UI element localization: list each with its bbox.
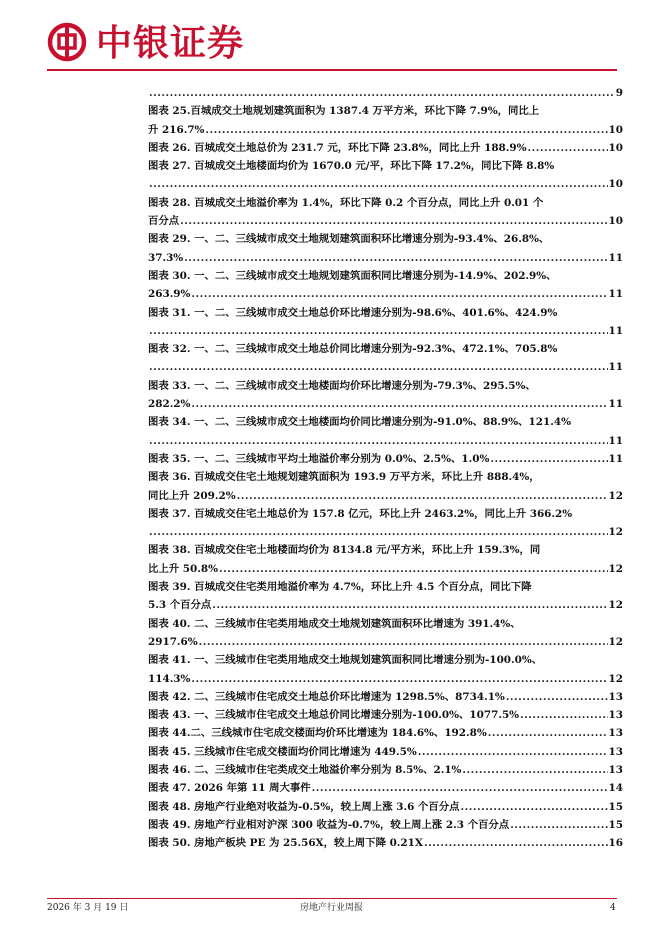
toc-entry-text: 图表 46. 二、三线城市住宅类成交土地溢价率分别为 8.5%、2.1%	[148, 763, 462, 776]
toc-entry-text: 图表 40. 二、三线城市住宅类用地成交土地规划建筑面积环比增速为 391.4%、	[148, 617, 521, 630]
toc-entry[interactable]	[148, 340, 623, 377]
toc-entry[interactable]	[148, 651, 623, 688]
dot-leader	[149, 432, 608, 450]
dot-leader	[528, 139, 608, 157]
toc-page-number: 10	[608, 141, 623, 154]
toc-entry[interactable]	[148, 267, 623, 304]
toc-entry-text: 图表 26. 百城成交土地总价为 231.7 元，环比下降 23.8%，同比上升 188.9%	[148, 141, 527, 154]
dot-leader	[149, 358, 608, 376]
toc-page-number: 12	[608, 526, 623, 539]
toc-page-number: 14	[608, 782, 623, 795]
toc-entry-text: 图表 42. 二、三线城市住宅成交土地总价环比增速为 1298.5%、8734.1%	[148, 690, 505, 703]
toc-entry-text: 图表 29. 一、二、三线城市成交土地规划建筑面积环比增速分别为-93.4%、26.8%、	[148, 233, 550, 246]
page-header	[0, 0, 662, 76]
toc-entry-text: 比上升 50.8%	[148, 562, 218, 575]
dot-leader	[418, 743, 608, 761]
dot-leader	[149, 175, 608, 193]
toc-entry[interactable]	[148, 779, 623, 797]
toc-entry-text: 114.3%	[148, 672, 191, 685]
dot-leader	[424, 834, 608, 852]
toc-page-number: 12	[608, 599, 623, 612]
toc-entry[interactable]	[148, 304, 623, 341]
toc-page-number: 12	[608, 562, 623, 575]
toc-entry[interactable]	[148, 157, 623, 194]
toc-entry[interactable]	[148, 688, 623, 706]
dot-leader	[191, 670, 607, 688]
toc-entry-text: 5.3 个百分点	[148, 599, 212, 612]
toc-entry[interactable]	[148, 743, 623, 761]
toc-entry-text: 升 216.7%	[148, 123, 205, 136]
toc-entry-text: 图表 41. 一、三线城市住宅类用地成交土地规划建筑面积同比增速分别为-100.0%、	[148, 654, 543, 667]
toc-entry[interactable]	[148, 816, 623, 834]
footer-page-number: 4	[610, 903, 616, 913]
toc-page-number: 13	[608, 709, 623, 722]
toc-page-number: 15	[608, 800, 623, 813]
dot-leader	[191, 395, 607, 413]
toc-entry[interactable]	[148, 541, 623, 578]
toc-entry-text: 图表 37. 百城成交住宅土地总价为 157.8 亿元，环比上升 2463.2%，同比上升 366.2%	[148, 507, 573, 520]
toc-entry-text: 同比上升 209.2%	[148, 489, 236, 502]
toc-entry[interactable]	[148, 834, 623, 852]
toc-entry-text: 图表 32. 一、二、三线城市成交土地总价同比增速分别为-92.3%、472.1%、705.8%	[148, 343, 558, 356]
toc-entry-text: 图表 48. 房地产行业绝对收益为-0.5%，较上周上涨 3.6 个百分点	[148, 800, 460, 813]
dot-leader	[212, 596, 607, 614]
toc-entry-text: 图表 33. 一、二、三线城市成交土地楼面均价环比增速分别为-79.3%、295.5%、	[148, 379, 536, 392]
toc-entry-text: 图表 50. 房地产板块 PE 为 25.56X，较上周下降 0.21X	[148, 837, 423, 850]
dot-leader	[149, 84, 615, 102]
toc-entry-text: 图表 30. 一、二、三线城市成交土地规划建筑面积同比增速分别为-14.9%、202.9%、	[148, 269, 557, 282]
toc-page-number: 16	[608, 837, 623, 850]
toc-page-number: 11	[608, 288, 623, 301]
toc-entry-text: 37.3%	[148, 251, 184, 264]
toc-page-number: 13	[608, 763, 623, 776]
toc-page-number: 11	[608, 434, 623, 447]
dot-leader	[191, 285, 607, 303]
dot-leader	[506, 688, 608, 706]
toc-page-number: 12	[608, 489, 623, 502]
toc-entry[interactable]	[148, 450, 623, 468]
dot-leader	[199, 633, 608, 651]
toc-page-number: 11	[608, 251, 623, 264]
toc-page-number: 10	[608, 178, 623, 191]
dot-leader	[149, 523, 608, 541]
toc-entry[interactable]	[148, 413, 623, 450]
dot-leader	[312, 779, 608, 797]
toc-entry-text: 图表 35. 一、二、三线城市平均土地溢价率分别为 0.0%、2.5%、1.0%	[148, 452, 490, 465]
toc-entry-text: 图表 31. 一、二、三线城市成交土地总价环比增速分别为-98.6%、401.6%、424.9%	[148, 306, 558, 319]
toc-page-number: 12	[608, 672, 623, 685]
toc-entry-text: 图表 45. 三线城市住宅成交楼面均价同比增速为 449.5%	[148, 745, 417, 758]
toc-entry-text: 图表 27. 百城成交土地楼面均价为 1670.0 元/平，环比下降 17.2%，同比下降 8.8%	[148, 160, 555, 173]
dot-leader	[184, 249, 607, 267]
toc-page-number: 11	[608, 452, 623, 465]
toc-entry[interactable]	[148, 578, 623, 615]
toc-entry-text: 2917.6%	[148, 635, 198, 648]
toc-entry[interactable]	[148, 102, 623, 139]
bank-of-china-logo-icon	[47, 22, 87, 62]
toc-entry-text: 图表 34. 一、二、三线城市成交土地楼面均价同比增速分别为-91.0%、88.9%、121.4%	[148, 416, 571, 429]
footer-date: 2026 年 3 月 19 日	[47, 903, 129, 913]
toc-entry[interactable]	[148, 84, 623, 102]
toc-entry[interactable]	[148, 377, 623, 414]
toc-entry[interactable]	[148, 139, 623, 157]
toc-entry-text: 百分点	[148, 215, 180, 228]
toc-entry[interactable]	[148, 706, 623, 724]
dot-leader	[490, 450, 607, 468]
toc-entry-text: 282.2%	[148, 398, 191, 411]
toc-entry-text: 图表 36. 百城成交住宅土地规划建筑面积为 193.9 万平方米，环比上升 888.4%，	[148, 471, 540, 484]
toc-page-number: 15	[608, 818, 623, 831]
toc-entry-text: 图表 43. 一、三线城市住宅成交土地总价同比增速分别为-100.0%、1077.5%	[148, 709, 520, 722]
toc-page-number: 10	[608, 123, 623, 136]
footer-report-title: 房地产行业周报	[300, 903, 364, 913]
header-divider	[47, 69, 617, 71]
toc-entry[interactable]	[148, 230, 623, 267]
toc-entry[interactable]	[148, 505, 623, 542]
dot-leader	[520, 706, 607, 724]
toc-entry[interactable]	[148, 724, 623, 742]
toc-page-number: 12	[608, 635, 623, 648]
toc-entry[interactable]	[148, 798, 623, 816]
toc-page-number: 11	[608, 398, 623, 411]
dot-leader	[488, 724, 608, 742]
footer-divider	[47, 898, 617, 899]
dot-leader	[205, 121, 607, 139]
dot-leader	[460, 798, 607, 816]
toc-entry-text: 图表 39. 百城成交住宅类用地溢价率为 4.7%，环比上升 4.5 个百分点，同比下降	[148, 581, 532, 594]
toc-page-number: 9	[615, 87, 623, 99]
toc-entry-text: 图表 49. 房地产行业相对沪深 300 收益为-0.7%，较上周上涨 2.3 个百分点	[148, 818, 510, 831]
toc-entry-text: 图表 44.二、三线城市住宅成交楼面均价环比增速为 184.6%、192.8%	[148, 727, 487, 740]
dot-leader	[462, 761, 607, 779]
toc-page-number: 13	[608, 727, 623, 740]
toc-entry[interactable]	[148, 194, 623, 231]
toc-entry[interactable]	[148, 761, 623, 779]
dot-leader	[180, 212, 607, 230]
dot-leader	[237, 487, 608, 505]
toc-entry-text: 图表 25.百城成交土地规划建筑面积为 1387.4 万平方米，环比下降 7.9%，同比上	[148, 105, 540, 118]
dot-leader	[149, 322, 608, 340]
toc-page-number: 13	[608, 690, 623, 703]
toc-entry-text: 图表 47. 2026 年第 11 周大事件	[148, 782, 311, 795]
toc-page-number: 11	[608, 361, 623, 374]
toc-page-number: 10	[608, 215, 623, 228]
dot-leader	[219, 560, 608, 578]
toc-entry-text: 图表 38. 百城成交住宅土地楼面均价为 8134.8 元/平方米，环比上升 159.3%，同	[148, 544, 541, 557]
table-of-figures	[148, 84, 623, 852]
toc-entry-text: 图表 28. 百城成交土地溢价率为 1.4%，环比下降 0.2 个百分点，同比上升 0.01 个	[148, 196, 544, 209]
brand-name: 中银证券	[96, 23, 245, 64]
toc-page-number: 13	[608, 745, 623, 758]
dot-leader	[510, 816, 607, 834]
toc-entry-text: 263.9%	[148, 288, 191, 301]
toc-entry[interactable]	[148, 468, 623, 505]
toc-page-number: 11	[608, 324, 623, 337]
toc-entry[interactable]	[148, 615, 623, 652]
